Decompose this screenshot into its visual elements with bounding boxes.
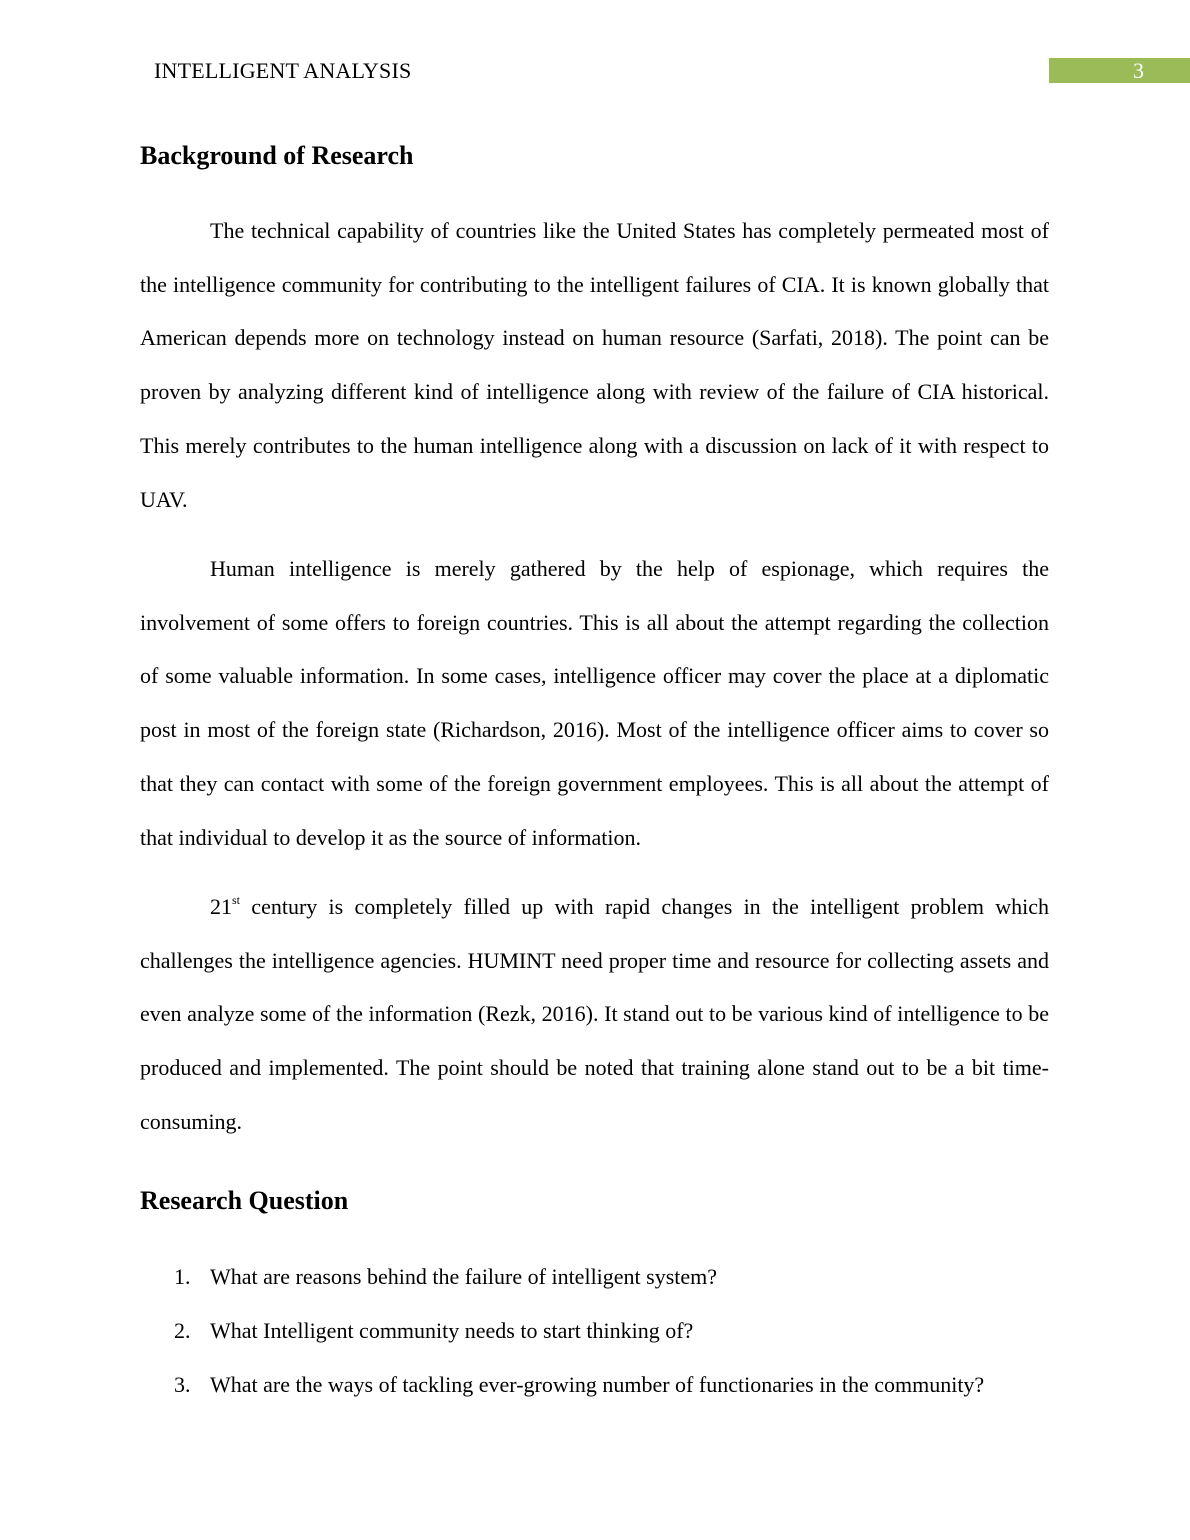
page-number: 3	[1133, 58, 1144, 83]
question-item-3	[140, 1358, 1049, 1412]
section-heading-background: Background of Research	[140, 141, 414, 170]
question-text: What Intelligent community needs to start thinking of?	[210, 1318, 694, 1343]
question-item-1	[140, 1250, 1049, 1304]
question-number: 1.	[174, 1264, 191, 1289]
page-number-box	[1049, 58, 1190, 83]
section-heading-research-question: Research Question	[140, 1186, 349, 1215]
paragraph-2: Human intelligence is merely gathered by the help of espionage, which requires the involvement of some offers to foreign countries. This is all about the attempt regarding the collection of some valuable information. In some cases, intelligence officer may cover the place at a diplomatic post in most of the foreign state (Richardson, 2016). Most of the intelligence officer aims to cover so that they can contact with some of the foreign government employees. This is all about the attempt of that individual to develop it as the source of information.	[140, 556, 1049, 850]
question-text: What are reasons behind the failure of intelligent system?	[210, 1264, 718, 1289]
paragraph-1: The technical capability of countries like the United States has completely permeated most of the intelligence community for contributing to the intelligent failures of CIA. It is known globally that American depends more on technology instead on human resource (Sarfati, 2018). The point can be proven by analyzing different kind of intelligence along with review of the failure of CIA historical. This merely contributes to the human intelligence along with a discussion on lack of it with respect to UAV.	[140, 218, 1049, 512]
question-number: 2.	[174, 1318, 191, 1343]
research-question-list	[140, 1250, 1049, 1412]
question-text: What are the ways of tackling ever-growing number of functionaries in the community?	[210, 1372, 985, 1397]
paragraph-3-text: century is completely filled up with rapid changes in the intelligent problem which challenges the intelligence agencies. HUMINT need proper time and resource for collecting assets and even analyze some of the information (Rezk, 2016). It stand out to be various kind of intelligence to be produced and implemented. The point should be noted that training alone stand out to be a bit time-consuming.	[140, 894, 1049, 1134]
ordinal-suffix: st	[232, 892, 241, 907]
paragraph-3	[140, 880, 1049, 1149]
question-item-2	[140, 1304, 1049, 1358]
running-head: INTELLIGENT ANALYSIS	[154, 58, 412, 83]
century-number: 21	[210, 894, 232, 919]
question-number: 3.	[174, 1372, 191, 1397]
